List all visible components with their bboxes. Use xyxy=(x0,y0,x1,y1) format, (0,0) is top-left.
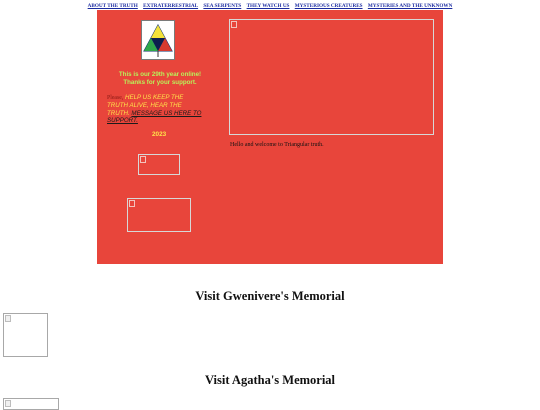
online-years-text: This is our 29th year online! xyxy=(118,71,202,78)
nav-link-mysterious-creatures[interactable]: MYSTERIOUS CREATURES xyxy=(294,3,363,9)
main-panel xyxy=(97,10,443,264)
top-navigation xyxy=(0,3,540,9)
message-us-link[interactable]: MESSAGE US HERE TO xyxy=(131,109,202,117)
agatha-memorial-heading[interactable]: Visit Agatha's Memorial xyxy=(204,373,336,387)
agatha-memorial-image[interactable] xyxy=(3,398,59,410)
triangle-logo[interactable] xyxy=(141,20,175,60)
nav-link-about-the-truth[interactable]: ABOUT THE TRUTH xyxy=(87,3,138,9)
nav-link-extraterrestrial[interactable]: EXTRATERRESTRIAL xyxy=(143,3,199,9)
welcome-text: Hello and welcome to Triangular truth. xyxy=(230,142,324,148)
appeal-highlight-3: TRUTH. xyxy=(107,109,130,117)
sidebar-image-large[interactable] xyxy=(127,198,191,232)
sidebar-image-small[interactable] xyxy=(138,154,180,175)
main-image[interactable] xyxy=(229,19,434,135)
online-thanks-text: Thanks for your support. xyxy=(123,78,197,86)
nav-link-mysteries-and-the-unknown[interactable]: MYSTERIES AND THE UNKNOWN xyxy=(367,3,453,9)
support-appeal xyxy=(107,94,219,125)
appeal-highlight-1: HELP US KEEP THE xyxy=(125,94,184,101)
appeal-prefix: Please, xyxy=(107,95,124,101)
gwenivere-memorial-heading[interactable]: Visit Gwenivere's Memorial xyxy=(195,289,345,303)
online-notice xyxy=(105,71,215,87)
appeal-highlight-2: TRUTH ALIVE, HEAR THE xyxy=(107,102,182,110)
nav-link-sea-serpents[interactable]: SEA SERPENTS xyxy=(203,3,242,9)
support-link[interactable]: SUPPORT. xyxy=(107,117,138,125)
gwenivere-memorial-image[interactable] xyxy=(3,313,48,357)
year-label: 2023 xyxy=(152,131,167,138)
nav-link-they-watch-us[interactable]: THEY WATCH US xyxy=(246,3,290,9)
triangle-logo-icon xyxy=(142,21,174,59)
